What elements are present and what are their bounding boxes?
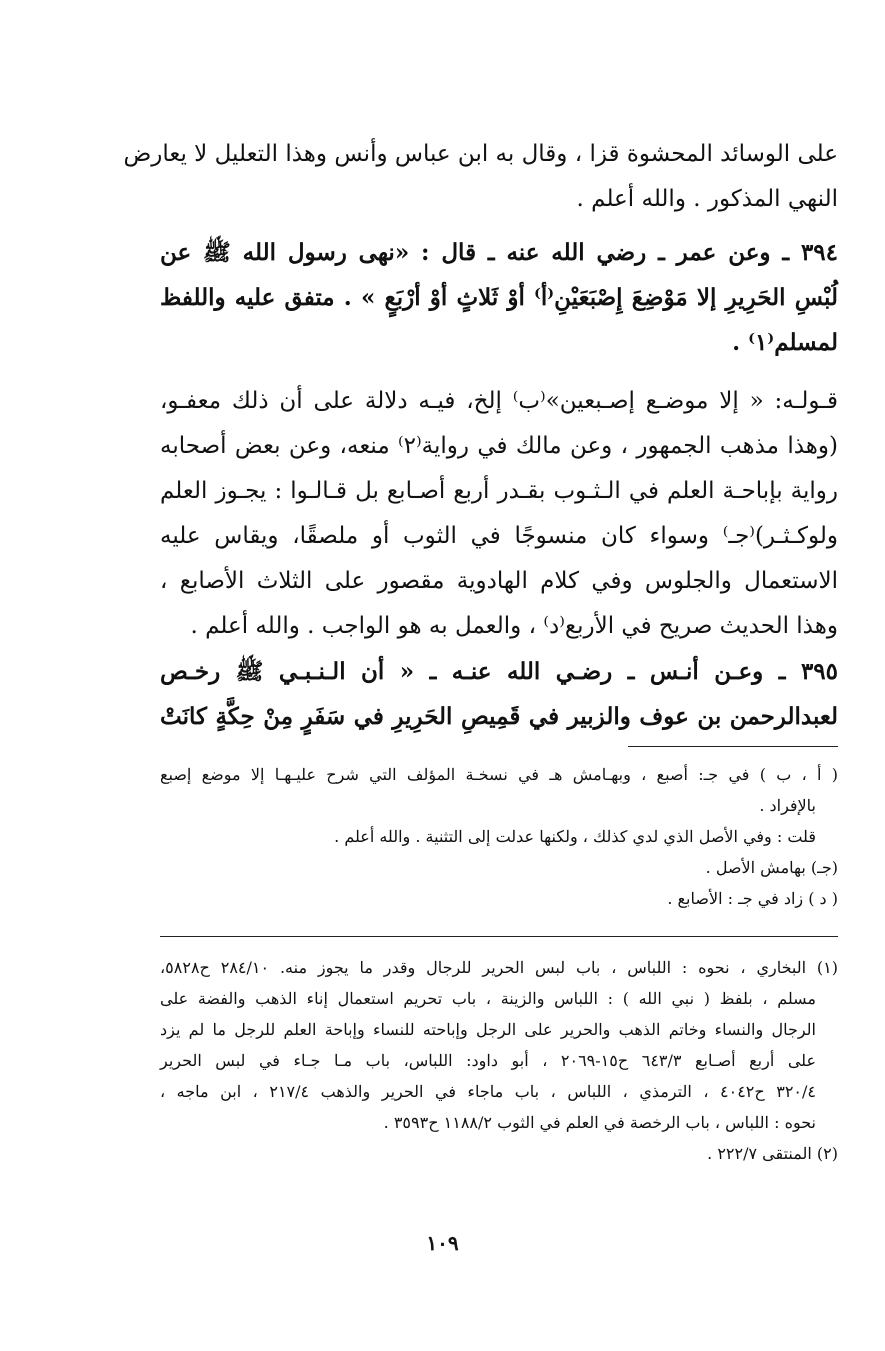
commentary-line: الاستعمال والجلوس وفي كلام الهادوية مقصور على الثلاث الأصابع ، <box>160 568 838 594</box>
commentary-line: رواية بإباحـة العلم في الـثـوب بقـدر أربع أصـابع بل قـالـوا : يجـوز العلم <box>160 478 838 504</box>
hadith-394-line: ٣٩٤ ـ وعن عمر ـ رضي الله عنه ـ قال : «نهى رسول الله ﷺ عن <box>160 239 838 266</box>
footnote-line: نحوه : اللباس ، باب الرخصة في العلم في الثوب ١١٨٨/٢ ح٣٥٩٣ . <box>383 1113 816 1132</box>
reference-footnotes <box>160 952 838 1169</box>
footnote-line: قلت : وفي الأصل الذي لدي كذلك ، ولكنها عدلت إلى التثنية . والله أعلم . <box>334 827 816 846</box>
footnote-line: على أربع أصـابع ٦٤٣/٣ ح١٥-٢٠٦٩ ، أبو داود: اللباس، باب مـا جـاء في لبس الحرير <box>160 1051 816 1070</box>
hadith-395-line: لعبدالرحمن بن عوف والزبير في قَمِيصِ الحَرِيرِ في سَفَرٍ مِنْ حِكَّةٍ كانَتْ <box>160 703 838 730</box>
text-line: على الوسائد المحشوة قزا ، وقال به ابن عباس وأنس وهذا التعليل لا يعارض <box>123 141 838 167</box>
variant-footnotes <box>160 759 838 914</box>
footnote-line: بالإفراد . <box>759 796 816 815</box>
footnote-line: الرجال والنساء وخاتم الذهب والحرير على الرجل وإباحته للنساء وإباحة العلم للرجل ما لم يزد <box>160 1020 816 1039</box>
footnote-line: ( د ) زاد في جـ : الأصابع . <box>667 889 838 908</box>
commentary-line: (وهذا مذهب الجمهور ، وعن مالك في رواية⁽٢⁾ منعه، وعن بعض أصحابه <box>160 433 838 459</box>
footnote-line: ٣٢٠/٤ ح٤٠٤٢ ، الترمذي ، اللباس ، باب ماجاء في الحرير والذهب ٢١٧/٤ ، ابن ماجه ، <box>160 1082 816 1101</box>
commentary-line: قـولـه: « إلا موضـع إصـبعين»⁽ب⁾ إلخ، فيـه دلالة على أن ذلك معفـو، <box>160 388 838 414</box>
hadith-395-line: ٣٩٥ ـ وعـن أنـس ـ رضـي الله عنـه ـ « أن الـنـبـي ﷺ رخـص <box>160 658 838 685</box>
footnote-separator <box>160 936 838 937</box>
commentary-line: ولوكـثـر)⁽جـ⁾ وسواء كان منسوجًا في الثوب أو ملصقًا، ويقاس عليه <box>160 523 838 549</box>
main-text <box>123 132 838 739</box>
commentary-line: وهذا الحديث صريح في الأربع⁽د⁾ ، والعمل به هو الواجب . والله أعلم . <box>190 613 838 639</box>
text-line: النهي المذكور . والله أعلم . <box>576 186 838 212</box>
page-number: ١٠٩ <box>426 1231 459 1255</box>
footnote-line: ( أ ، ب ) في جـ: أصبع ، وبهـامش هـ في نسخـة المؤلف التي شرح عليـهـا إلا موضع إصبع <box>160 765 838 784</box>
footnote-separator <box>628 746 838 747</box>
footnote-line: (٢) المنتقى ٢٢٢/٧ . <box>707 1144 838 1163</box>
footnote-line: مسلم ، بلفظ ( نبي الله ) : اللباس والزينة ، باب تحريم استعمال إناء الذهب والفضة على <box>160 989 816 1008</box>
hadith-394-line: لمسلم⁽١⁾ . <box>732 329 838 356</box>
footnote-line: (١) البخاري ، نحوه : اللباس ، باب لبس الحرير للرجال وقدر ما يجوز منه. ٢٨٤/١٠ ح٥٨٢٨، <box>160 958 838 977</box>
footnote-line: (جـ) بهامش الأصل . <box>705 858 838 877</box>
hadith-394-line: لُبْسِ الحَرِيرِ إلا مَوْضِعَ إِصْبَعَيْنِ⁽أ⁾ أوْ ثَلاثٍ أوْ أرْبَعٍ » . متفق عليه واللفظ <box>160 284 838 311</box>
